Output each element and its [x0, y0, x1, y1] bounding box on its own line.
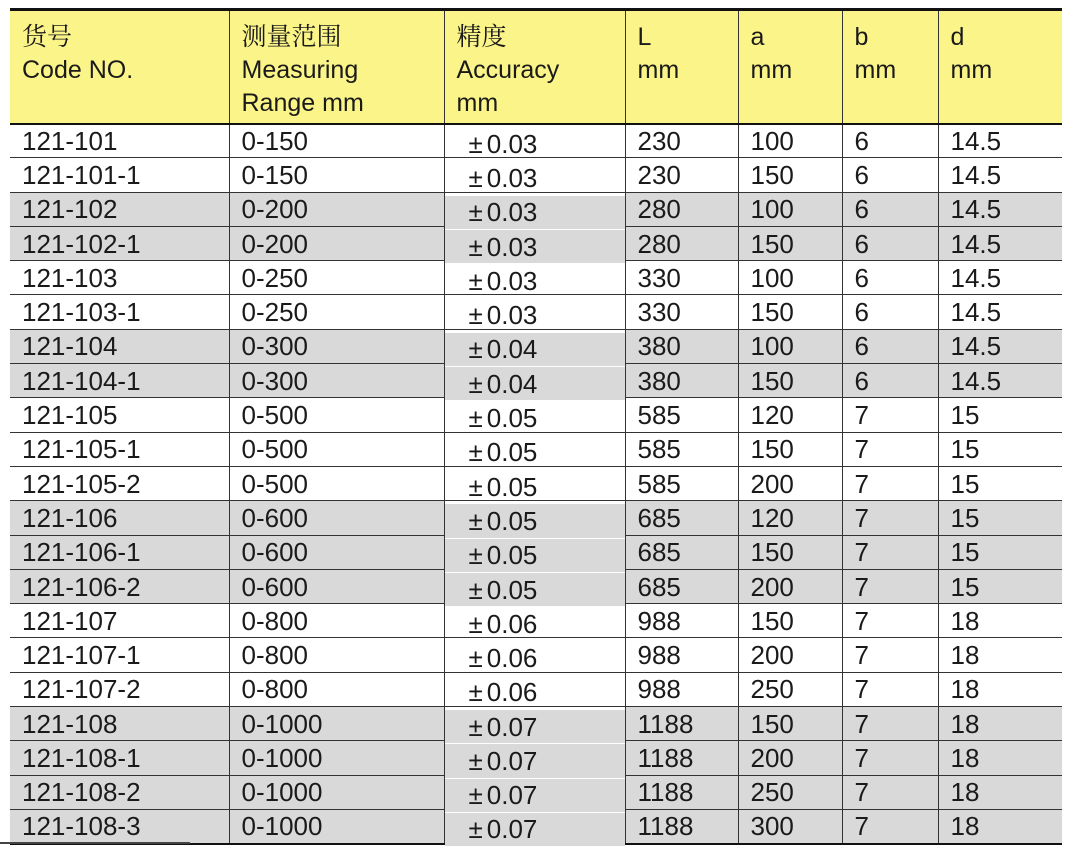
code-cell: 121-107 [10, 604, 229, 638]
table-body [10, 124, 1062, 844]
length-cell: 988 [625, 638, 738, 672]
spec-sheet [10, 8, 1062, 845]
table-row [10, 775, 1062, 809]
plus-minus-sign: ± [468, 197, 483, 228]
header-row [10, 10, 1062, 124]
header-L-line: mm [637, 56, 680, 84]
header-range-line: 测量范围 [241, 23, 342, 51]
a-cell: 200 [738, 638, 842, 672]
code-cell: 121-106-1 [10, 535, 229, 569]
b-cell: 6 [842, 226, 938, 260]
accuracy-value: 0.07 [486, 711, 538, 742]
accuracy-value: 0.05 [486, 471, 538, 502]
header-a-line: mm [750, 56, 793, 84]
code-cell: 121-106-2 [10, 569, 229, 603]
bottom-rule [0, 842, 190, 844]
a-cell: 150 [738, 158, 842, 192]
range-cell: 0-200 [229, 226, 444, 260]
b-cell: 7 [842, 604, 938, 638]
b-cell: 7 [842, 809, 938, 843]
b-cell: 7 [842, 466, 938, 500]
b-cell: 6 [842, 329, 938, 363]
table-row [10, 398, 1062, 432]
accuracy-cell [444, 504, 625, 538]
table-row [10, 809, 1062, 843]
plus-minus-sign: ± [468, 540, 483, 571]
table-row [10, 535, 1062, 569]
length-cell: 685 [625, 501, 738, 535]
a-cell: 120 [738, 398, 842, 432]
range-cell: 0-800 [229, 672, 444, 706]
table-row [10, 158, 1062, 192]
d-cell: 14.5 [938, 192, 1062, 226]
b-cell: 7 [842, 672, 938, 706]
accuracy-cell [444, 401, 625, 435]
accuracy-cell [444, 812, 625, 846]
a-cell: 150 [738, 226, 842, 260]
b-cell: 7 [842, 569, 938, 603]
d-cell: 14.5 [938, 261, 1062, 295]
b-cell: 7 [842, 501, 938, 535]
table-row [10, 707, 1062, 741]
a-cell: 150 [738, 604, 842, 638]
d-cell: 15 [938, 466, 1062, 500]
accuracy-cell [444, 778, 625, 812]
a-cell: 100 [738, 192, 842, 226]
length-cell: 1188 [625, 741, 738, 775]
accuracy-value: 0.06 [486, 677, 538, 708]
table-row [10, 741, 1062, 775]
b-cell: 7 [842, 398, 938, 432]
table-header [10, 10, 1062, 124]
length-cell: 685 [625, 535, 738, 569]
b-cell: 6 [842, 192, 938, 226]
d-cell: 14.5 [938, 158, 1062, 192]
table-row [10, 432, 1062, 466]
table-row [10, 501, 1062, 535]
b-cell: 6 [842, 364, 938, 398]
code-cell: 121-106 [10, 501, 229, 535]
plus-minus-sign: ± [468, 128, 483, 159]
range-cell: 0-300 [229, 329, 444, 363]
code-cell: 121-101-1 [10, 158, 229, 192]
code-cell: 121-102-1 [10, 226, 229, 260]
b-cell: 7 [842, 638, 938, 672]
accuracy-cell [444, 264, 625, 298]
d-cell: 18 [938, 775, 1062, 809]
range-cell: 0-500 [229, 398, 444, 432]
table-row [10, 604, 1062, 638]
code-cell: 121-103 [10, 261, 229, 295]
accuracy-value: 0.05 [486, 403, 538, 434]
accuracy-cell [444, 572, 625, 606]
d-cell: 14.5 [938, 295, 1062, 329]
plus-minus-sign: ± [468, 334, 483, 365]
table-row [10, 295, 1062, 329]
d-cell: 18 [938, 741, 1062, 775]
table-row [10, 329, 1062, 363]
accuracy-value: 0.05 [486, 437, 538, 468]
table-row [10, 569, 1062, 603]
length-cell: 988 [625, 604, 738, 638]
a-cell: 300 [738, 809, 842, 843]
d-cell: 18 [938, 707, 1062, 741]
code-cell: 121-108 [10, 707, 229, 741]
code-cell: 121-102 [10, 192, 229, 226]
range-cell: 0-1000 [229, 741, 444, 775]
header-a [738, 10, 842, 124]
b-cell: 7 [842, 775, 938, 809]
accuracy-value: 0.03 [486, 162, 538, 193]
code-cell: 121-105 [10, 398, 229, 432]
header-code-line: 货号 [22, 23, 73, 51]
d-cell: 18 [938, 638, 1062, 672]
header-b-line: mm [854, 56, 897, 84]
plus-minus-sign: ± [468, 608, 483, 639]
accuracy-cell [444, 744, 625, 778]
code-cell: 121-104 [10, 329, 229, 363]
accuracy-cell [444, 641, 625, 675]
range-cell: 0-500 [229, 466, 444, 500]
a-cell: 150 [738, 707, 842, 741]
header-code [10, 10, 229, 124]
accuracy-cell [444, 332, 625, 366]
d-cell: 15 [938, 535, 1062, 569]
plus-minus-sign: ± [468, 300, 483, 331]
accuracy-cell [444, 469, 625, 503]
header-b-line: b [854, 23, 869, 51]
spec-table [10, 8, 1062, 845]
code-cell: 121-108-2 [10, 775, 229, 809]
accuracy-cell [444, 229, 625, 263]
code-cell: 121-107-1 [10, 638, 229, 672]
d-cell: 15 [938, 569, 1062, 603]
a-cell: 200 [738, 466, 842, 500]
d-cell: 14.5 [938, 329, 1062, 363]
plus-minus-sign: ± [468, 643, 483, 674]
length-cell: 585 [625, 432, 738, 466]
d-cell: 18 [938, 809, 1062, 843]
plus-minus-sign: ± [468, 403, 483, 434]
d-cell: 18 [938, 672, 1062, 706]
d-cell: 14.5 [938, 124, 1062, 158]
range-cell: 0-500 [229, 432, 444, 466]
d-cell: 15 [938, 398, 1062, 432]
plus-minus-sign: ± [468, 505, 483, 536]
a-cell: 120 [738, 501, 842, 535]
accuracy-value: 0.06 [486, 643, 538, 674]
code-cell: 121-104-1 [10, 364, 229, 398]
range-cell: 0-1000 [229, 707, 444, 741]
code-cell: 121-108-3 [10, 809, 229, 843]
accuracy-value: 0.07 [486, 745, 538, 776]
accuracy-cell [444, 675, 625, 709]
length-cell: 330 [625, 261, 738, 295]
a-cell: 100 [738, 124, 842, 158]
range-cell: 0-200 [229, 192, 444, 226]
range-cell: 0-300 [229, 364, 444, 398]
range-cell: 0-150 [229, 124, 444, 158]
accuracy-cell [444, 367, 625, 401]
plus-minus-sign: ± [468, 437, 483, 468]
range-cell: 0-800 [229, 638, 444, 672]
code-cell: 121-105-1 [10, 432, 229, 466]
code-cell: 121-105-2 [10, 466, 229, 500]
a-cell: 150 [738, 295, 842, 329]
accuracy-value: 0.03 [486, 197, 538, 228]
header-code-line: Code NO. [22, 56, 134, 84]
header-range [229, 10, 444, 124]
range-cell: 0-600 [229, 501, 444, 535]
header-L [625, 10, 738, 124]
table-row [10, 192, 1062, 226]
a-cell: 100 [738, 329, 842, 363]
plus-minus-sign: ± [468, 162, 483, 193]
d-cell: 15 [938, 432, 1062, 466]
b-cell: 7 [842, 432, 938, 466]
accuracy-value: 0.03 [486, 128, 538, 159]
a-cell: 200 [738, 569, 842, 603]
b-cell: 6 [842, 124, 938, 158]
range-cell: 0-800 [229, 604, 444, 638]
a-cell: 100 [738, 261, 842, 295]
plus-minus-sign: ± [468, 231, 483, 262]
header-accuracy-line: Accuracy [456, 56, 560, 84]
a-cell: 250 [738, 775, 842, 809]
range-cell: 0-250 [229, 295, 444, 329]
range-cell: 0-1000 [229, 775, 444, 809]
d-cell: 14.5 [938, 226, 1062, 260]
length-cell: 380 [625, 364, 738, 398]
accuracy-cell [444, 298, 625, 332]
plus-minus-sign: ± [468, 368, 483, 399]
a-cell: 150 [738, 432, 842, 466]
b-cell: 7 [842, 535, 938, 569]
length-cell: 230 [625, 158, 738, 192]
a-cell: 150 [738, 535, 842, 569]
header-L-line: L [637, 23, 652, 51]
header-accuracy-line: 精度 [456, 23, 507, 51]
accuracy-value: 0.03 [486, 265, 538, 296]
header-d-line: mm [950, 56, 993, 84]
code-cell: 121-101 [10, 124, 229, 158]
plus-minus-sign: ± [468, 745, 483, 776]
accuracy-cell [444, 127, 625, 161]
plus-minus-sign: ± [468, 711, 483, 742]
accuracy-cell [444, 161, 625, 195]
length-cell: 585 [625, 398, 738, 432]
header-d [938, 10, 1062, 124]
length-cell: 1188 [625, 707, 738, 741]
range-cell: 0-250 [229, 261, 444, 295]
accuracy-value: 0.07 [486, 780, 538, 811]
plus-minus-sign: ± [468, 574, 483, 605]
table-row [10, 638, 1062, 672]
plus-minus-sign: ± [468, 780, 483, 811]
accuracy-value: 0.07 [486, 814, 538, 845]
d-cell: 15 [938, 501, 1062, 535]
plus-minus-sign: ± [468, 471, 483, 502]
length-cell: 1188 [625, 775, 738, 809]
table-row [10, 672, 1062, 706]
plus-minus-sign: ± [468, 677, 483, 708]
length-cell: 1188 [625, 809, 738, 843]
range-cell: 0-600 [229, 569, 444, 603]
length-cell: 330 [625, 295, 738, 329]
b-cell: 7 [842, 707, 938, 741]
a-cell: 150 [738, 364, 842, 398]
accuracy-value: 0.04 [486, 368, 538, 399]
header-d-line: d [950, 23, 965, 51]
code-cell: 121-107-2 [10, 672, 229, 706]
header-range-line: Range mm [241, 89, 364, 117]
length-cell: 280 [625, 226, 738, 260]
plus-minus-sign: ± [468, 814, 483, 845]
accuracy-cell [444, 607, 625, 641]
accuracy-value: 0.05 [486, 574, 538, 605]
accuracy-cell [444, 195, 625, 229]
b-cell: 6 [842, 295, 938, 329]
range-cell: 0-600 [229, 535, 444, 569]
header-accuracy [444, 10, 625, 124]
accuracy-value: 0.04 [486, 334, 538, 365]
header-accuracy-line: mm [456, 89, 499, 117]
b-cell: 6 [842, 261, 938, 295]
length-cell: 585 [625, 466, 738, 500]
length-cell: 280 [625, 192, 738, 226]
code-cell: 121-103-1 [10, 295, 229, 329]
header-a-line: a [750, 23, 765, 51]
d-cell: 18 [938, 604, 1062, 638]
a-cell: 250 [738, 672, 842, 706]
length-cell: 988 [625, 672, 738, 706]
accuracy-value: 0.03 [486, 231, 538, 262]
length-cell: 685 [625, 569, 738, 603]
length-cell: 380 [625, 329, 738, 363]
header-b [842, 10, 938, 124]
accuracy-cell [444, 538, 625, 572]
accuracy-value: 0.05 [486, 505, 538, 536]
accuracy-value: 0.06 [486, 608, 538, 639]
plus-minus-sign: ± [468, 265, 483, 296]
code-cell: 121-108-1 [10, 741, 229, 775]
table-row [10, 261, 1062, 295]
b-cell: 6 [842, 158, 938, 192]
b-cell: 7 [842, 741, 938, 775]
table-row [10, 466, 1062, 500]
range-cell: 0-1000 [229, 809, 444, 843]
accuracy-value: 0.05 [486, 540, 538, 571]
table-row [10, 364, 1062, 398]
length-cell: 230 [625, 124, 738, 158]
accuracy-cell [444, 710, 625, 744]
range-cell: 0-150 [229, 158, 444, 192]
header-range-line: Measuring [241, 56, 359, 84]
d-cell: 14.5 [938, 364, 1062, 398]
table-row [10, 226, 1062, 260]
table-row [10, 124, 1062, 158]
a-cell: 200 [738, 741, 842, 775]
accuracy-cell [444, 435, 625, 469]
accuracy-value: 0.03 [486, 300, 538, 331]
